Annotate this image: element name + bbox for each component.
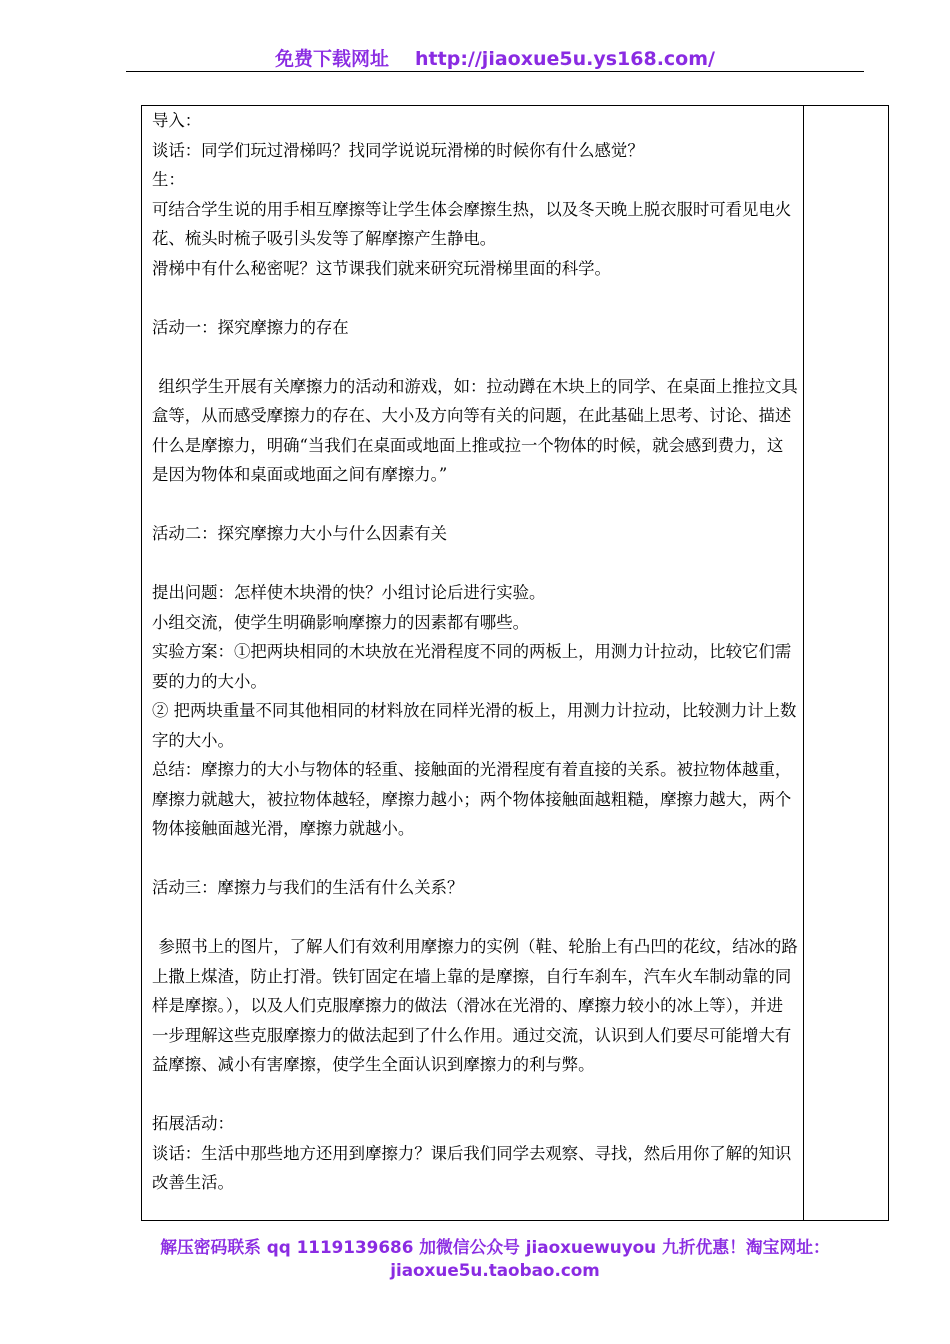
lesson-content-cell xyxy=(152,106,798,1198)
column-divider xyxy=(803,106,804,1220)
intro-lead: 滑梯中有什么秘密呢？这节课我们就来研究玩滑梯里面的科学。 xyxy=(152,258,611,278)
header-label: 免费下载网址 xyxy=(275,48,390,70)
extension-heading: 拓展活动： xyxy=(152,1114,234,1133)
extension-talk: 谈话：生活中那些地方还用到摩擦力？课后我们同学去观察、寻找，然后用你了解的知识改善生活。 xyxy=(152,1143,792,1192)
header-divider xyxy=(126,71,864,72)
activity1-title: 活动一：探究摩擦力的存在 xyxy=(152,317,349,337)
intro-heading: 导入： xyxy=(152,111,202,130)
page-footer: 解压密码联系 qq 1119139686 加微信公众号 jiaoxuewuyou 九折优惠！淘宝网址：jiaoxue5u.taobao.com xyxy=(160,1237,830,1280)
activity2-question: 提出问题：怎样使木块滑的快？小组讨论后进行实验。 xyxy=(152,583,546,602)
activity2-plan-1: 实验方案：①把两块相同的木块放在光滑程度不同的两板上，用测力计拉动，比较它们需要的力的大小。 xyxy=(152,642,792,691)
activity2-plan-2: ② 把两块重量不同其他相同的材料放在同样光滑的板上，用测力计拉动，比较测力计上数字的大小。 xyxy=(152,701,797,750)
activity2-title: 活动二：探究摩擦力大小与什么因素有关 xyxy=(152,524,448,543)
activity2-summary: 总结：摩擦力的大小与物体的轻重、接触面的光滑程度有着直接的关系。被拉物体越重，摩擦力就越大，被拉物体越轻，摩擦力越小；两个物体接触面越粗糙，摩擦力越大，两个物体接触面越光滑，摩擦力就越小。 xyxy=(152,760,792,838)
activity2-exchange: 小组交流，使学生明确影响摩擦力的因素都有哪些。 xyxy=(152,612,529,632)
lesson-table xyxy=(141,105,889,1221)
activity1-body: 组织学生开展有关摩擦力的活动和游戏，如：拉动蹲在木块上的同学、在桌面上推拉文具盒等，从而感受摩擦力的存在、大小及方向等有关的问题，在此基础上思考、讨论、描述什么是摩擦力，明确“当我们在桌面或地面上推或拉一个物体的时候，就会感到费力，这是因为物体和桌面或地面之间有摩擦力。” xyxy=(152,376,798,484)
activity3-body: 参照书上的图片，了解人们有效利用摩擦力的实例（鞋、轮胎上有凸凹的花纹，结冰的路上撒上煤渣，防止打滑。铁钉固定在墙上靠的是摩擦，自行车刹车，汽车火车制动靠的同样是摩擦。），以及人们克服摩擦力的做法（滑冰在光滑的、摩擦力较小的冰上等），并进一步理解这些克服摩擦力的做法起到了什么作用。通过交流，认识到人们要尽可能增大有益摩擦、减小有害摩擦，使学生全面认识到摩擦力的利与弊。 xyxy=(152,937,798,1074)
intro-note: 可结合学生说的用手相互摩擦等让学生体会摩擦生热，以及冬天晚上脱衣服时可看见电火花、梳头时梳子吸引头发等了解摩擦产生静电。 xyxy=(152,199,792,248)
page-header xyxy=(126,44,864,72)
header-url[interactable]: http://jiaoxue5u.ys168.com/ xyxy=(415,48,715,70)
intro-student: 生： xyxy=(152,170,185,189)
activity3-title: 活动三：摩擦力与我们的生活有什么关系？ xyxy=(152,878,464,897)
intro-talk: 谈话：同学们玩过滑梯吗？找同学说说玩滑梯的时候你有什么感觉？ xyxy=(152,140,644,160)
